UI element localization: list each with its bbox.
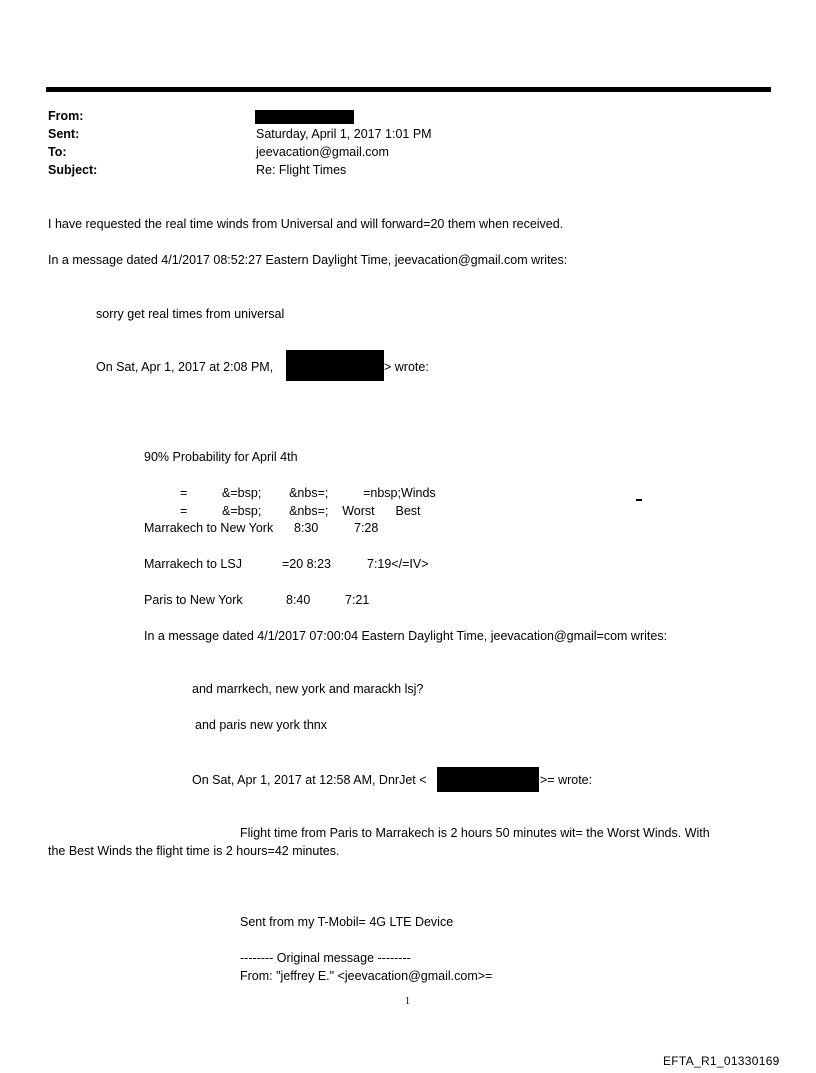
document-id: EFTA_R1_01330169 <box>663 1054 780 1068</box>
route-name: Paris to New York <box>144 593 243 607</box>
stray-dash <box>636 499 642 501</box>
probability-line: 90% Probability for April 4th <box>144 450 298 464</box>
subject-value: Re: Flight Times <box>256 163 347 177</box>
route-name: Marrakech to LSJ <box>144 557 242 571</box>
subject-label: Subject: <box>48 163 98 177</box>
quote-4-line-1: Flight time from Paris to Marrakech is 2 hours 50 minutes wit= the Worst Winds. With <box>240 826 710 840</box>
page-number: 1 <box>405 996 410 1007</box>
route-worst: 8:40 <box>286 593 311 607</box>
quote-4-line-2: the Best Winds the flight time is 2 hours=42 minutes. <box>48 844 340 858</box>
route-best: 7:28 <box>354 521 379 535</box>
redacted-from <box>255 110 354 124</box>
sent-value: Saturday, April 1, 2017 1:01 PM <box>256 127 432 141</box>
to-label: To: <box>48 145 67 159</box>
redacted-sender-2 <box>437 767 539 792</box>
from-label: From: <box>48 109 84 123</box>
original-from-line: From: "jeffrey E." <jeevacation@gmail.com>= <box>240 969 493 983</box>
quote-3-on-prefix: On Sat, Apr 1, 2017 at 12:58 AM, DnrJet < <box>192 773 427 787</box>
route-name: Marrakech to New York <box>144 521 274 535</box>
quote-3-line-2: and paris new york thnx <box>195 718 328 732</box>
quote-3-on-suffix: >= wrote: <box>540 773 593 787</box>
winds-table-row-1: = &=bsp; &nbs=; =nbsp;Winds <box>180 486 436 500</box>
header-rule <box>46 87 771 92</box>
sent-from-device: Sent from my T-Mobil= 4G LTE Device <box>240 915 454 929</box>
redacted-sender-1 <box>286 350 384 381</box>
sent-label: Sent: <box>48 127 80 141</box>
body-line-2: In a message dated 4/1/2017 08:52:27 Eastern Daylight Time, jeevacation@gmail.com writes: <box>48 253 568 267</box>
quote-3-line-1: and marrkech, new york and marackh lsj? <box>192 682 424 696</box>
route-best: 7:19</=IV> <box>367 557 429 571</box>
route-worst: =20 8:23 <box>282 557 332 571</box>
original-message-divider: -------- Original message -------- <box>240 951 411 965</box>
route-worst: 8:30 <box>294 521 319 535</box>
winds-table-row-2: = &=bsp; &nbs=; Worst Best <box>180 504 421 518</box>
to-value: jeevacation@gmail.com <box>256 145 389 159</box>
quote-1-on-suffix: > wrote: <box>384 360 429 374</box>
quote-1-on-prefix: On Sat, Apr 1, 2017 at 2:08 PM, <box>96 360 274 374</box>
quote-2-dated: In a message dated 4/1/2017 07:00:04 Eastern Daylight Time, jeevacation@gmail=com writes: <box>144 629 668 643</box>
body-line-1: I have requested the real time winds from Universal and will forward=20 them when received. <box>48 217 564 231</box>
quote-1-text: sorry get real times from universal <box>96 307 285 321</box>
route-best: 7:21 <box>345 593 370 607</box>
